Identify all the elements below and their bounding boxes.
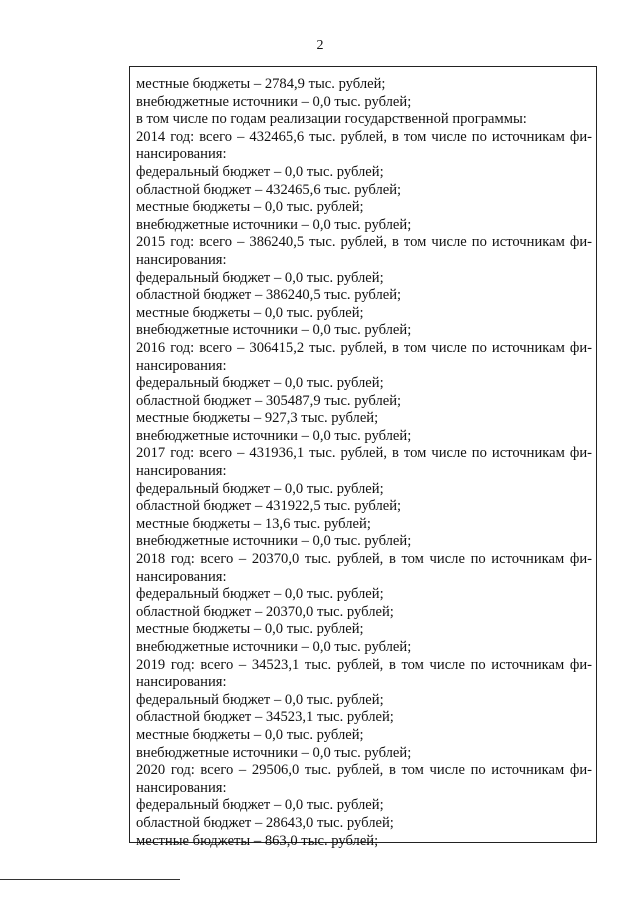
text-line: местные бюджеты – 0,0 тыс. рублей; bbox=[136, 621, 364, 638]
text-line: в том числе по годам реализации государственной программы: bbox=[136, 111, 527, 128]
text-line: внебюджетные источники – 0,0 тыс. рублей; bbox=[136, 744, 412, 761]
text-line: внебюджетные источники – 0,0 тыс. рублей; bbox=[136, 533, 412, 550]
text-line: 2014 год: всего – 432465,6 тыс. рублей, в том числе по источникам фи- bbox=[136, 128, 592, 145]
text-line: федеральный бюджет – 0,0 тыс. рублей; bbox=[136, 480, 384, 497]
text-line: местные бюджеты – 927,3 тыс. рублей; bbox=[136, 410, 379, 427]
text-line: 2020 год: всего – 29506,0 тыс. рублей, в том числе по источникам фи- bbox=[136, 762, 592, 779]
text-line: внебюджетные источники – 0,0 тыс. рублей; bbox=[136, 322, 412, 339]
text-line: 2018 год: всего – 20370,0 тыс. рублей, в том числе по источникам фи- bbox=[136, 551, 592, 568]
text-line: нансирования: bbox=[136, 251, 227, 268]
text-line: местные бюджеты – 2784,9 тыс. рублей; bbox=[136, 76, 386, 92]
table-cell-frame bbox=[129, 66, 597, 849]
text-line: нансирования: bbox=[136, 463, 227, 480]
text-line: областной бюджет – 432465,6 тыс. рублей; bbox=[136, 181, 402, 198]
text-line: местные бюджеты – 13,6 тыс. рублей; bbox=[136, 515, 371, 532]
funding-text-lines bbox=[136, 76, 592, 850]
text-line: внебюджетные источники – 0,0 тыс. рублей; bbox=[136, 639, 412, 655]
text-line: 2017 год: всего – 431936,1 тыс. рублей, в том числе по источникам фи- bbox=[136, 445, 592, 462]
text-line: местные бюджеты – 0,0 тыс. рублей; bbox=[136, 304, 364, 321]
text-line: 2015 год: всего – 386240,5 тыс. рублей, в том числе по источникам фи- bbox=[136, 234, 592, 251]
text-line: нансирования: bbox=[136, 779, 227, 796]
text-line: областной бюджет – 28643,0 тыс. рублей; bbox=[136, 814, 394, 831]
text-line: внебюджетные источники – 0,0 тыс. рублей; bbox=[136, 216, 412, 233]
text-line: областной бюджет – 431922,5 тыс. рублей; bbox=[136, 498, 402, 515]
text-line: 2016 год: всего – 306415,2 тыс. рублей, в том числе по источникам фи- bbox=[136, 339, 592, 356]
text-line: федеральный бюджет – 0,0 тыс. рублей; bbox=[136, 691, 384, 708]
text-line: 2019 год: всего – 34523,1 тыс. рублей, в том числе по источникам фи- bbox=[136, 656, 592, 673]
text-line: нансирования: bbox=[136, 146, 227, 163]
text-line: областной бюджет – 305487,9 тыс. рублей; bbox=[136, 392, 402, 409]
text-line: федеральный бюджет – 0,0 тыс. рублей; bbox=[136, 269, 384, 286]
text-line: местные бюджеты – 0,0 тыс. рублей; bbox=[136, 726, 364, 743]
text-line: нансирования: bbox=[136, 357, 227, 374]
text-line: внебюджетные источники – 0,0 тыс. рублей; bbox=[136, 93, 412, 110]
page-number: 2 bbox=[316, 38, 324, 53]
text-line: местные бюджеты – 0,0 тыс. рублей; bbox=[136, 199, 364, 216]
text-line: федеральный бюджет – 0,0 тыс. рублей; bbox=[136, 375, 384, 392]
text-line: федеральный бюджет – 0,0 тыс. рублей; bbox=[136, 797, 384, 814]
footer-rule bbox=[0, 879, 180, 880]
text-line: местные бюджеты – 863,0 тыс. рублей; bbox=[136, 832, 379, 849]
text-line: областной бюджет – 386240,5 тыс. рублей; bbox=[136, 287, 402, 304]
text-line: областной бюджет – 34523,1 тыс. рублей; bbox=[136, 709, 394, 726]
text-line: внебюджетные источники – 0,0 тыс. рублей; bbox=[136, 427, 412, 444]
text-line: федеральный бюджет – 0,0 тыс. рублей; bbox=[136, 163, 384, 180]
text-line: федеральный бюджет – 0,0 тыс. рублей; bbox=[136, 586, 384, 603]
text-line: областной бюджет – 20370,0 тыс. рублей; bbox=[136, 603, 394, 620]
text-line: нансирования: bbox=[136, 674, 227, 691]
text-line: нансирования: bbox=[136, 568, 227, 585]
